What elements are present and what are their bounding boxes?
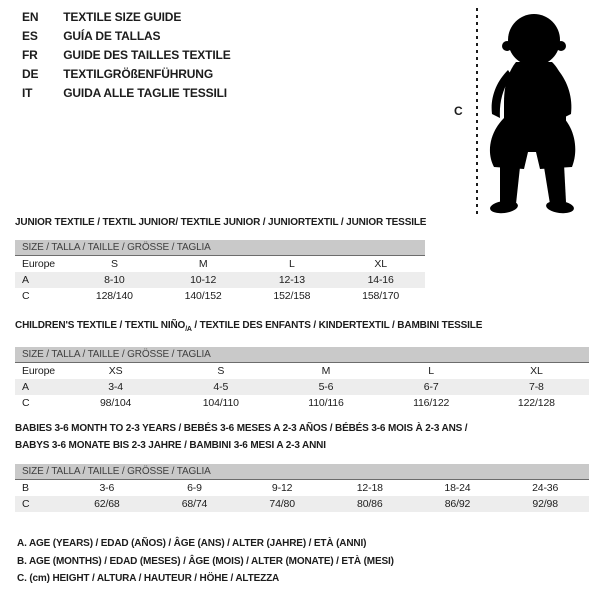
- table-row: [15, 496, 589, 512]
- babies-table-title: [15, 420, 467, 454]
- row-label: B: [22, 482, 29, 494]
- cell: 62/68: [63, 496, 151, 512]
- babies-title-line1: BABIES 3-6 MONTH TO 2-3 YEARS / BEBÉS 3-6 MESES A 2-3 AÑOS / BÉBÉS 3-6 MOIS À 2-3 ANS /: [15, 423, 468, 434]
- size-header-row: [15, 347, 589, 363]
- footnote-age-months: B. AGE (MONTHS) / EDAD (MESES) / ÂGE (MOIS) / ALTER (MONATE) / ETÀ (MESI): [17, 555, 394, 567]
- cell: 14-16: [336, 272, 425, 288]
- footnote-age-years: A. AGE (YEARS) / EDAD (AÑOS) / ÂGE (ANS) / ALTER (JAHRE) / ETÀ (ANNI): [17, 538, 367, 549]
- cell: 6-9: [187, 482, 202, 494]
- cell: 128/140: [95, 290, 133, 302]
- language-title-list: [22, 8, 231, 103]
- cell: 86/92: [414, 496, 502, 512]
- junior-size-table: [15, 240, 425, 304]
- table-row: [15, 363, 589, 380]
- cell: 140/152: [184, 290, 222, 302]
- row-label: C: [15, 496, 63, 512]
- cell: XS: [108, 365, 123, 377]
- baby-figure: [450, 6, 595, 218]
- cell: 9-12: [271, 482, 293, 494]
- children-size-table: [15, 347, 589, 411]
- language-code: EN: [22, 10, 39, 24]
- cell: 98/104: [99, 397, 132, 409]
- footnote-list: [17, 535, 394, 588]
- cell: L: [428, 365, 434, 377]
- baby-silhouette: [489, 14, 575, 215]
- cell: 110/116: [308, 397, 344, 409]
- language-title: GUÍA DE TALLAS: [63, 29, 161, 43]
- cell: 122/128: [517, 397, 555, 409]
- table-row: [15, 256, 425, 273]
- size-header-bar: SIZE / TALLA / TAILLE / GRÖSSE / TAGLIA: [15, 347, 589, 363]
- cell: 6-7: [379, 379, 484, 395]
- height-measure-label: C: [454, 104, 463, 118]
- size-header-bar: SIZE / TALLA / TAILLE / GRÖSSE / TAGLIA: [15, 464, 589, 480]
- language-title: TEXTILE SIZE GUIDE: [63, 10, 182, 24]
- row-label: Europe: [22, 365, 55, 377]
- table-row: [15, 288, 425, 304]
- cell: S: [110, 258, 118, 270]
- cell: 7-8: [484, 379, 589, 395]
- footnote-height-cm: C. (cm) HEIGHT / ALTURA / HAUTEUR / HÖHE / ALTEZZA: [17, 573, 280, 584]
- baby-silhouette-image: [450, 6, 595, 218]
- row-label: Europe: [22, 258, 55, 270]
- babies-size-table: [15, 464, 589, 512]
- cell: 116/122: [413, 397, 450, 409]
- row-label: C: [22, 397, 30, 409]
- row-label: A: [15, 379, 63, 395]
- cell: 152/158: [273, 290, 311, 302]
- cell: 104/110: [202, 397, 239, 409]
- table-row: [15, 379, 589, 395]
- language-code: IT: [22, 86, 33, 100]
- cell: M: [198, 258, 208, 270]
- language-title: TEXTILGRÖßENFÜHRUNG: [63, 67, 213, 81]
- children-table-title: [15, 317, 482, 338]
- cell: 3-6: [99, 482, 115, 494]
- row-label: C: [22, 290, 30, 302]
- cell: 80/86: [326, 496, 414, 512]
- row-label: A: [15, 272, 70, 288]
- table-row: [15, 480, 589, 497]
- size-header-row: [15, 240, 425, 256]
- babies-title-line2: BABYS 3-6 MONATE BIS 2-3 JAHRE / BAMBINI 3-6 MESI A 2-3 ANNI: [15, 440, 326, 451]
- cell: 68/74: [151, 496, 239, 512]
- cell: S: [217, 365, 225, 377]
- language-code: ES: [22, 29, 38, 43]
- cell: 158/170: [362, 290, 400, 302]
- language-row: [22, 8, 231, 27]
- language-row: [22, 84, 231, 103]
- cell: 3-4: [63, 379, 168, 395]
- table-row: [15, 272, 425, 288]
- children-title-pre: CHILDREN'S TEXTILE / TEXTIL NIÑO: [15, 320, 186, 331]
- cell: 12-18: [356, 482, 383, 494]
- cell: 10-12: [159, 272, 248, 288]
- language-row: [22, 65, 231, 84]
- junior-table-title: JUNIOR TEXTILE / TEXTIL JUNIOR/ TEXTILE JUNIOR / JUNIORTEXTIL / JUNIOR TESSILE: [15, 217, 427, 228]
- size-header-bar: SIZE / TALLA / TAILLE / GRÖSSE / TAGLIA: [15, 240, 425, 256]
- language-title: GUIDA ALLE TAGLIE TESSILI: [63, 86, 227, 100]
- language-code: FR: [22, 48, 38, 62]
- language-row: [22, 27, 231, 46]
- cell: 4-5: [168, 379, 273, 395]
- children-title-sub: /A: [185, 326, 192, 333]
- cell: 92/98: [501, 496, 589, 512]
- language-row: [22, 46, 231, 65]
- cell: L: [289, 258, 295, 270]
- language-code: DE: [22, 67, 39, 81]
- cell: 18-24: [444, 482, 471, 494]
- size-header-row: [15, 464, 589, 480]
- table-row: [15, 395, 589, 411]
- cell: 8-10: [70, 272, 159, 288]
- children-title-post: / TEXTILE DES ENFANTS / KINDERTEXTIL / BAMBINI TESSILE: [191, 320, 483, 331]
- cell: XL: [530, 365, 543, 377]
- language-title: GUIDE DES TAILLES TEXTILE: [63, 48, 231, 62]
- cell: 74/80: [238, 496, 326, 512]
- cell: 5-6: [273, 379, 378, 395]
- cell: 24-36: [532, 482, 559, 494]
- cell: M: [321, 365, 331, 377]
- cell: XL: [374, 258, 387, 270]
- cell: 12-13: [248, 272, 337, 288]
